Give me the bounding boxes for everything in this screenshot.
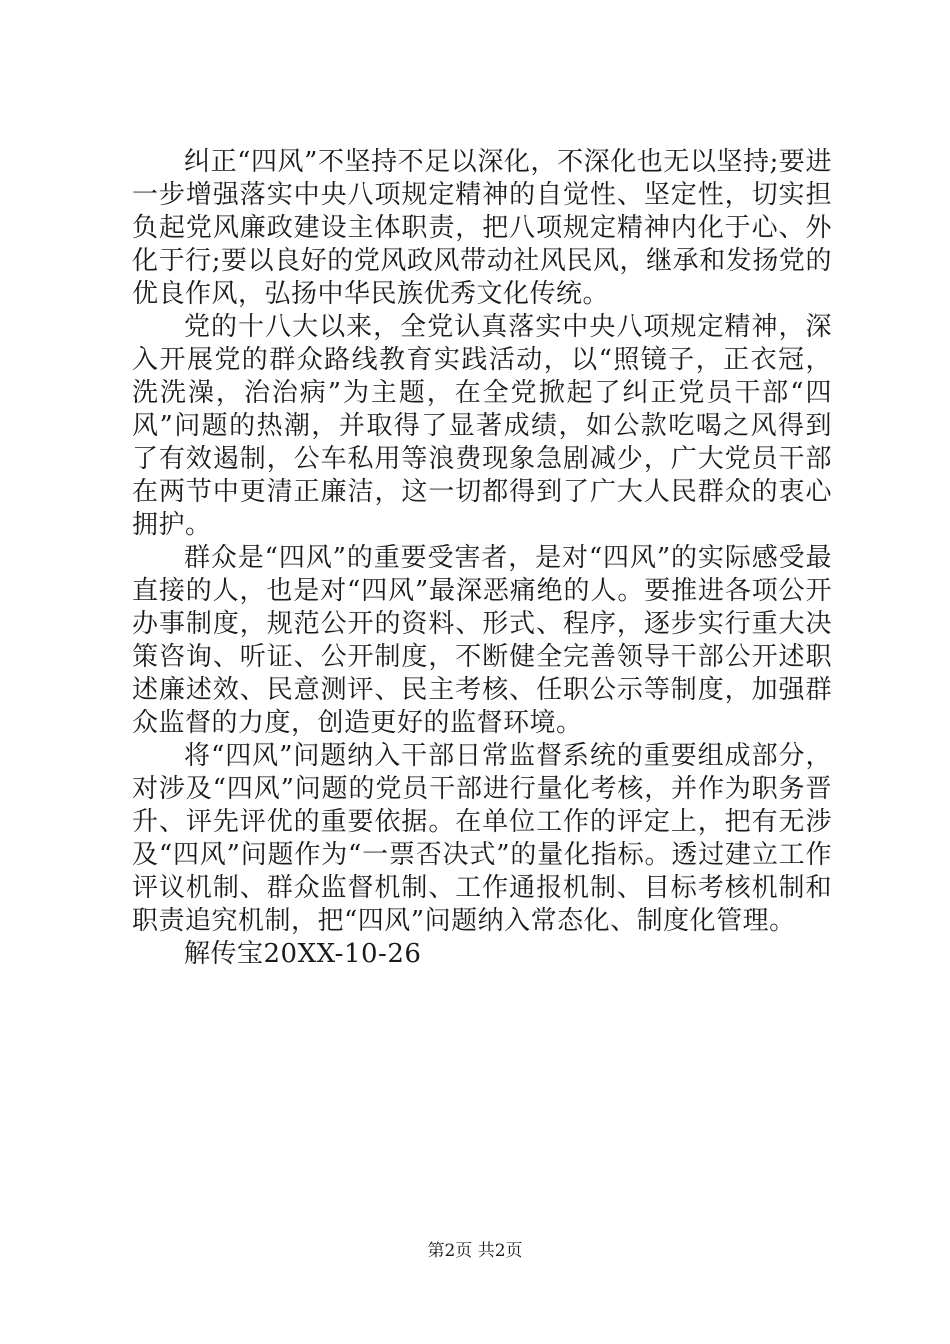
signature-line: 解传宝20XX-10-26	[184, 939, 422, 969]
paragraph-3: 群众是“四风”的重要受害者，是对“四风”的实际感受最直接的人，也是对“四风”最深恶痛绝的人。要推进各项公开办事制度，规范公开的资料、形式、程序，逐步实行重大决策咨询、听证、公开制度，不断健全完善领导干部公开述职述廉述效、民意测评、民主考核、任职公示等制度，加强群众监督的力度，创造更好的监督环境。	[132, 543, 832, 738]
document-body	[132, 146, 832, 971]
page-number-footer: 第2页 共2页	[427, 1241, 523, 1261]
paragraph-1: 纠正“四风”不坚持不足以深化，不深化也无以坚持;要进一步增强落实中央八项规定精神的自觉性、坚定性，切实担负起党风廉政建设主体职责，把八项规定精神内化于心、外化于行;要以良好的党风政风带动社风民风，继承和发扬党的优良作风，弘扬中华民族优秀文化传统。	[132, 147, 832, 309]
paragraph-2: 党的十八大以来，全党认真落实中央八项规定精神，深入开展党的群众路线教育实践活动，以“照镜子，正衣冠，洗洗澡，治治病”为主题，在全党掀起了纠正党员干部“四风”问题的热潮，并取得了显著成绩，如公款吃喝之风得到了有效遏制，公车私用等浪费现象急剧减少，广大党员干部在两节中更清正廉洁，这一切都得到了广大人民群众的衷心拥护。	[132, 312, 832, 540]
paragraph-4: 将“四风”问题纳入干部日常监督系统的重要组成部分，对涉及“四风”问题的党员干部进行量化考核，并作为职务晋升、评先评优的重要依据。在单位工作的评定上，把有无涉及“四风”问题作为“一票否决式”的量化指标。透过建立工作评议机制、群众监督机制、工作通报机制、目标考核机制和职责追究机制，把“四风”问题纳入常态化、制度化管理。	[132, 741, 832, 936]
